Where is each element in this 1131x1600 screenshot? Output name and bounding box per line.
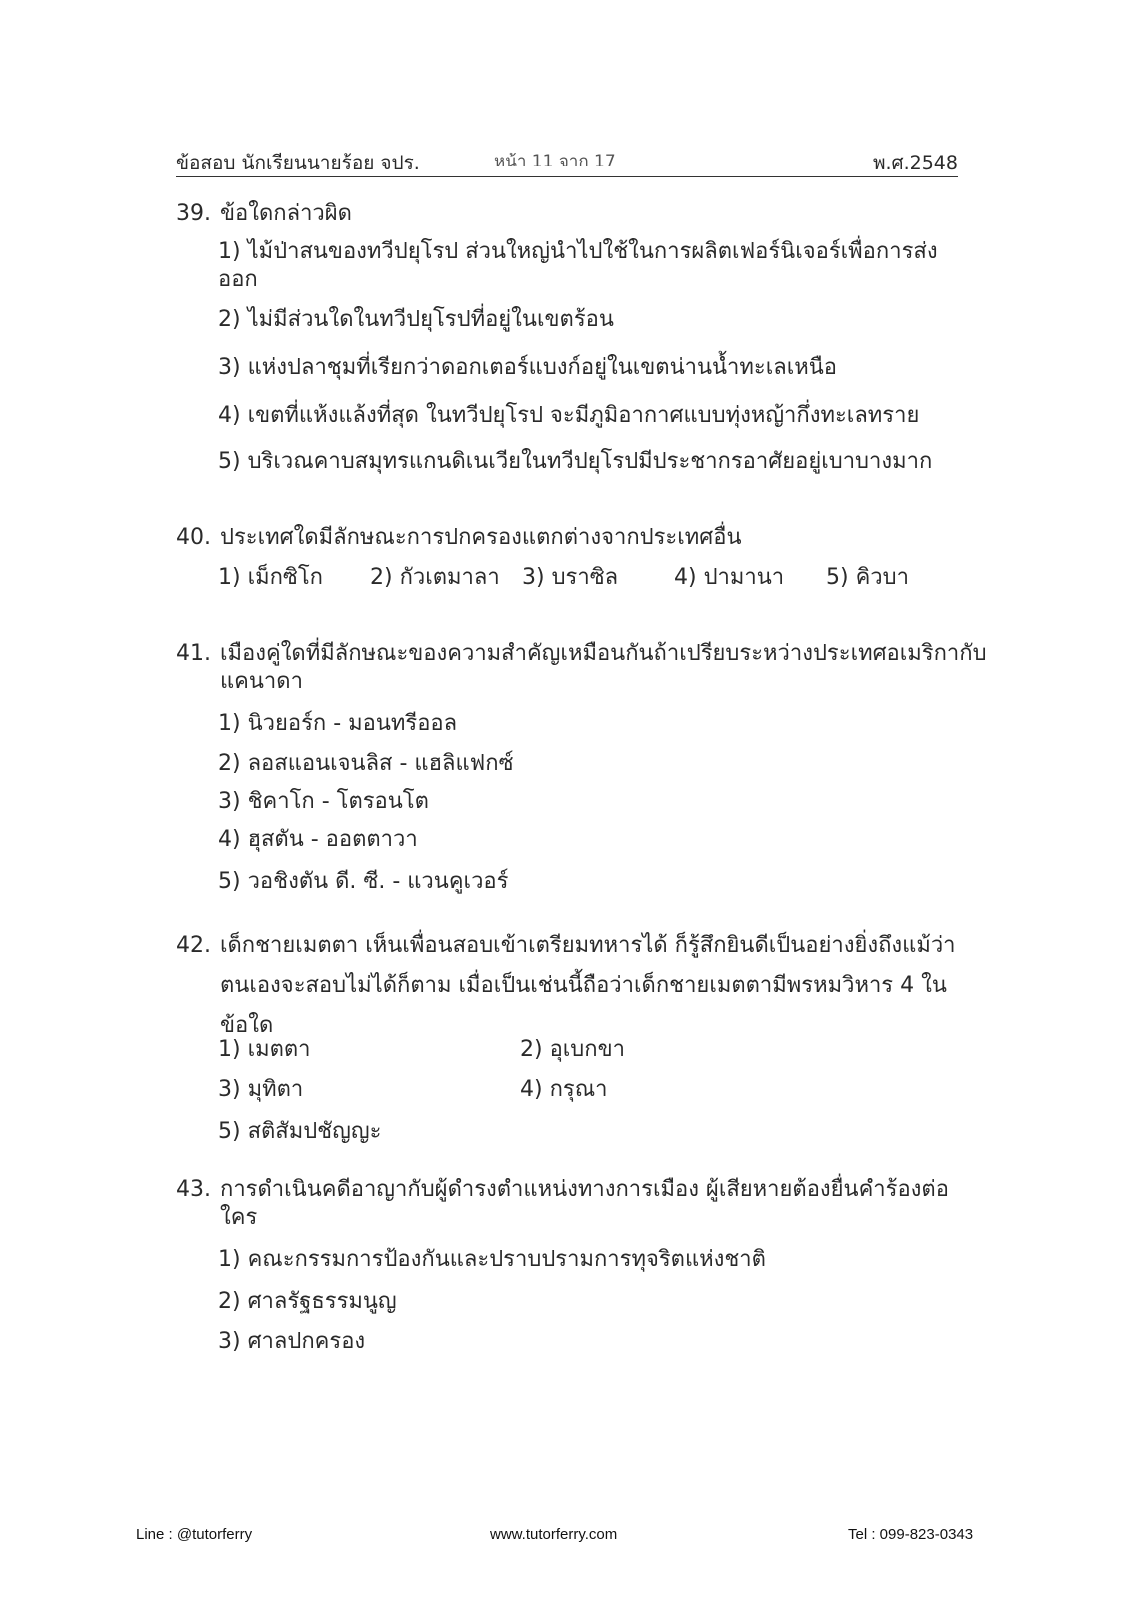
option: 1) นิวยอร์ก - มอนทรีออล — [218, 711, 458, 736]
option: 3) แห่งปลาชุมที่เรียกว่าดอกเตอร์แบงก์อยู่ในเขตน่านน้ำทะเลเหนือ — [218, 355, 837, 380]
option: 1) เมตตา — [218, 1037, 311, 1062]
option: 4) ฮุสตัน - ออตตาวา — [218, 827, 418, 852]
option: 2) ลอสแอนเจนลิส - แฮลิแฟกซ์ — [218, 751, 514, 776]
question-41 — [176, 640, 996, 696]
option: 5) วอชิงตัน ดี. ซี. - แวนคูเวอร์ — [218, 869, 509, 894]
option: 5) บริเวณคาบสมุทรแกนดิเนเวียในทวีปยุโรปมีประชากรอาศัยอยู่เบาบางมาก — [218, 449, 933, 474]
option: 4) ปามานา — [674, 565, 785, 590]
option: 4) กรุณา — [520, 1077, 608, 1102]
question-43 — [176, 1176, 996, 1232]
option: 2) อุเบกขา — [520, 1037, 625, 1062]
option: 2) ศาลรัฐธรรมนูญ — [218, 1289, 397, 1314]
question-text: เมืองคู่ใดที่มีลักษณะของความสำคัญเหมือนกันถ้าเปรียบระหว่างประเทศอเมริกากับแคนาดา — [220, 641, 987, 694]
option: 4) เขตที่แห้งแล้งที่สุด ในทวีปยุโรป จะมีภูมิอากาศแบบทุ่งหญ้ากึ่งทะเลทราย — [218, 403, 920, 428]
page-header — [176, 148, 958, 177]
option: 3) ศาลปกครอง — [218, 1329, 366, 1354]
option: 3) มุทิตา — [218, 1077, 304, 1102]
question-text: ข้อใดกล่าวผิด — [220, 201, 352, 226]
question-40 — [176, 524, 996, 552]
option: 2) ไม่มีส่วนใดในทวีปยุโรปที่อยู่ในเขตร้อน — [218, 307, 614, 332]
option: 1) คณะกรรมการป้องกันและปราบปรามการทุจริตแห่งชาติ — [218, 1247, 766, 1272]
question-number: 39. — [176, 201, 211, 226]
question-number: 40. — [176, 525, 211, 550]
header-exam-title: ข้อสอบ นักเรียนนายร้อย จปร. — [176, 152, 420, 174]
option: 5) คิวบา — [826, 565, 909, 590]
question-39 — [176, 200, 996, 228]
option: 1) เม็กซิโก — [218, 565, 323, 590]
question-42 — [176, 926, 996, 1046]
header-year: พ.ศ.2548 — [872, 152, 958, 174]
option: 3) บราซิล — [522, 565, 619, 590]
question-text: การดำเนินคดีอาญากับผู้ดำรงตำแหน่งทางการเมือง ผู้เสียหายต้องยื่นคำร้องต่อใคร — [220, 1177, 949, 1230]
option: 5) สติสัมปชัญญะ — [218, 1119, 382, 1144]
option: 1) ไม้ป่าสนของทวีปยุโรป ส่วนใหญ่นำไปใช้ในการผลิตเฟอร์นิเจอร์เพื่อการส่งออก — [218, 239, 938, 292]
question-text: ประเทศใดมีลักษณะการปกครองแตกต่างจากประเทศอื่น — [220, 525, 742, 550]
option: 3) ชิคาโก - โตรอนโต — [218, 789, 429, 814]
header-page-number: หน้า 11 จาก 17 — [494, 152, 616, 166]
footer-website: www.tutorferry.com — [490, 1526, 618, 1543]
question-text: เด็กชายเมตตา เห็นเพื่อนสอบเข้าเตรียมทหารได้ ก็รู้สึกยินดีเป็นอย่างยิ่งถึงแม้ว่าตนเองจะสอบไม่ได้ก็ตาม เมื่อเป็นเช่นนี้ถือว่าเด็กชายเมตตามีพรหมวิหาร 4 ในข้อใด — [220, 933, 956, 1038]
question-number: 42. — [176, 933, 211, 958]
question-number: 43. — [176, 1177, 211, 1202]
question-number: 41. — [176, 641, 211, 666]
footer-phone: Tel : 099-823-0343 — [848, 1526, 974, 1543]
footer-line-id: Line : @tutorferry — [136, 1526, 253, 1543]
option: 2) กัวเตมาลา — [370, 565, 500, 590]
